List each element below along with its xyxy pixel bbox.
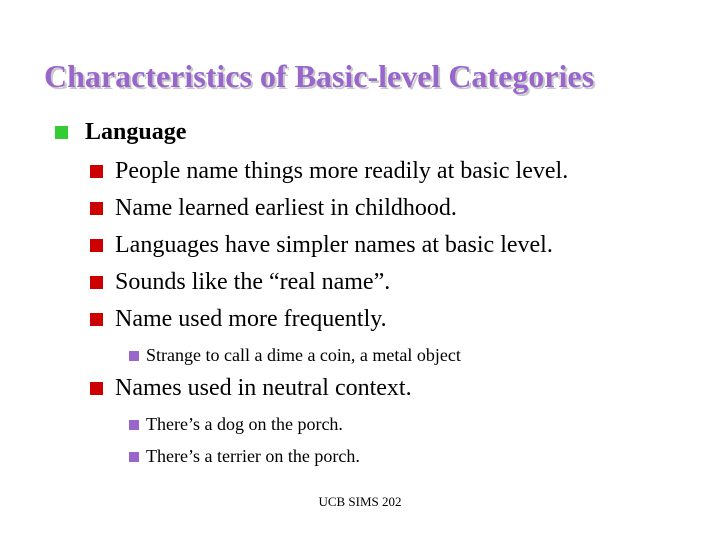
sub-sub-bullet-point	[129, 345, 461, 366]
bullet-language	[55, 119, 186, 146]
sub-bullet-point	[90, 195, 457, 222]
sub-sub-bullet-point	[129, 414, 343, 435]
slide-footer: UCB SIMS 202	[318, 494, 402, 509]
bullet-text: Name used more frequently.	[115, 306, 387, 332]
square-bullet-icon	[90, 239, 103, 252]
square-bullet-icon	[90, 202, 103, 215]
square-bullet-icon	[90, 165, 103, 178]
bullet-text: There’s a terrier on the porch.	[146, 446, 360, 466]
square-bullet-icon	[55, 126, 68, 139]
sub-bullet-point	[90, 232, 553, 259]
sub-sub-bullet-point	[129, 446, 360, 467]
sub-bullet-point	[90, 306, 387, 333]
bullet-text: There’s a dog on the porch.	[146, 414, 343, 434]
sub-bullet-point	[90, 375, 412, 402]
bullet-text: People name things more readily at basic level.	[115, 158, 569, 184]
bullet-text: Language	[85, 119, 187, 145]
bullet-text: Strange to call a dime a coin, a metal object	[146, 345, 461, 365]
sub-bullet-point	[90, 269, 390, 296]
bullet-text: Sounds like the “real name”.	[115, 269, 391, 295]
square-bullet-icon	[90, 313, 103, 326]
bullet-text: Languages have simpler names at basic level.	[115, 232, 553, 258]
square-bullet-icon	[129, 420, 139, 430]
slide-title: Characteristics of Basic-level Categories	[44, 58, 595, 94]
sub-bullet-point	[90, 158, 568, 185]
square-bullet-icon	[90, 276, 103, 289]
square-bullet-icon	[90, 382, 103, 395]
bullet-text: Name learned earliest in childhood.	[115, 195, 457, 221]
bullet-text: Names used in neutral context.	[115, 375, 412, 401]
square-bullet-icon	[129, 452, 139, 462]
square-bullet-icon	[129, 351, 139, 361]
